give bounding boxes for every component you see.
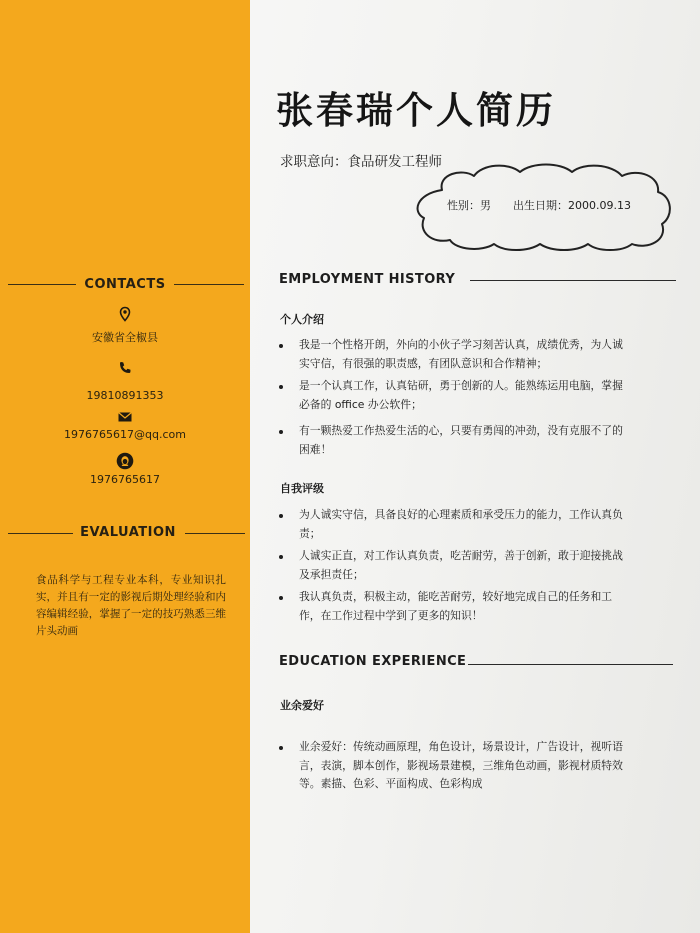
list-item: 我是一个性格开朗，外向的小伙子学习刻苦认真，成绩优秀，为人诚实守信，有很强的职责感，有团队意识和合作精神； [277,336,632,373]
self-eval-heading: 自我评级 [280,482,324,495]
list-item: 业余爱好：传统动画原理，角色设计，场景设计，广告设计，视听语言，表演，脚本创作，影视场景建模，三维角色动画，影视材质特效等。素描、色彩、平面构成、色彩构成 [277,738,632,794]
intro-list [277,336,632,463]
education-heading: EDUCATION EXPERIENCE [279,654,467,669]
phone-icon [117,360,133,376]
education-divider [468,664,673,665]
contacts-heading: CONTACTS [84,277,166,292]
self-eval-list [277,506,632,629]
email-text: 1976765617@qq.com [64,428,186,441]
phone-text: 19810891353 [86,389,164,402]
birth-date-text: 出生日期：2000.09.13 [513,199,631,212]
evaluation-text: 食品科学与工程专业本科，专业知识扎实，并且有一定的影视后期处理经验和内容编辑经验，掌握了一定的技巧熟悉三维片头动画 [36,574,226,637]
intro-heading: 个人介绍 [280,313,324,326]
employment-heading: EMPLOYMENT HISTORY [279,272,456,287]
qq-penguin-icon [116,452,134,470]
list-item: 是一个认真工作，认真钻研，勇于创新的人。能熟练运用电脑，掌握必备的 office 办公软件； [277,377,632,414]
location-text: 安徽省全椒县 [92,331,158,344]
sidebar [0,0,250,933]
hobby-list [277,738,632,798]
employment-divider [470,280,676,281]
gender-text: 性别：男 [447,199,491,212]
job-objective: 求职意向：食品研发工程师 [280,154,442,170]
list-item: 人诚实正直，对工作认真负责，吃苦耐劳，善于创新，敢于迎接挑战及承担责任； [277,547,632,584]
qq-text: 1976765617 [90,473,160,486]
list-item: 有一颗热爱工作热爱生活的心，只要有勇闯的冲劲，没有克服不了的困难！ [277,422,632,459]
page-title: 张春瑞个人简历 [276,89,556,132]
list-item: 为人诚实守信，具备良好的心理素质和承受压力的能力，工作认真负责； [277,506,632,543]
envelope-icon [117,409,133,425]
evaluation-heading: EVALUATION [80,525,176,540]
location-pin-icon [117,306,133,322]
hobby-heading: 业余爱好 [280,699,324,712]
list-item: 我认真负责，积极主动，能吃苦耐劳，较好地完成自己的任务和工作，在工作过程中学到了更多的知识！ [277,588,632,625]
